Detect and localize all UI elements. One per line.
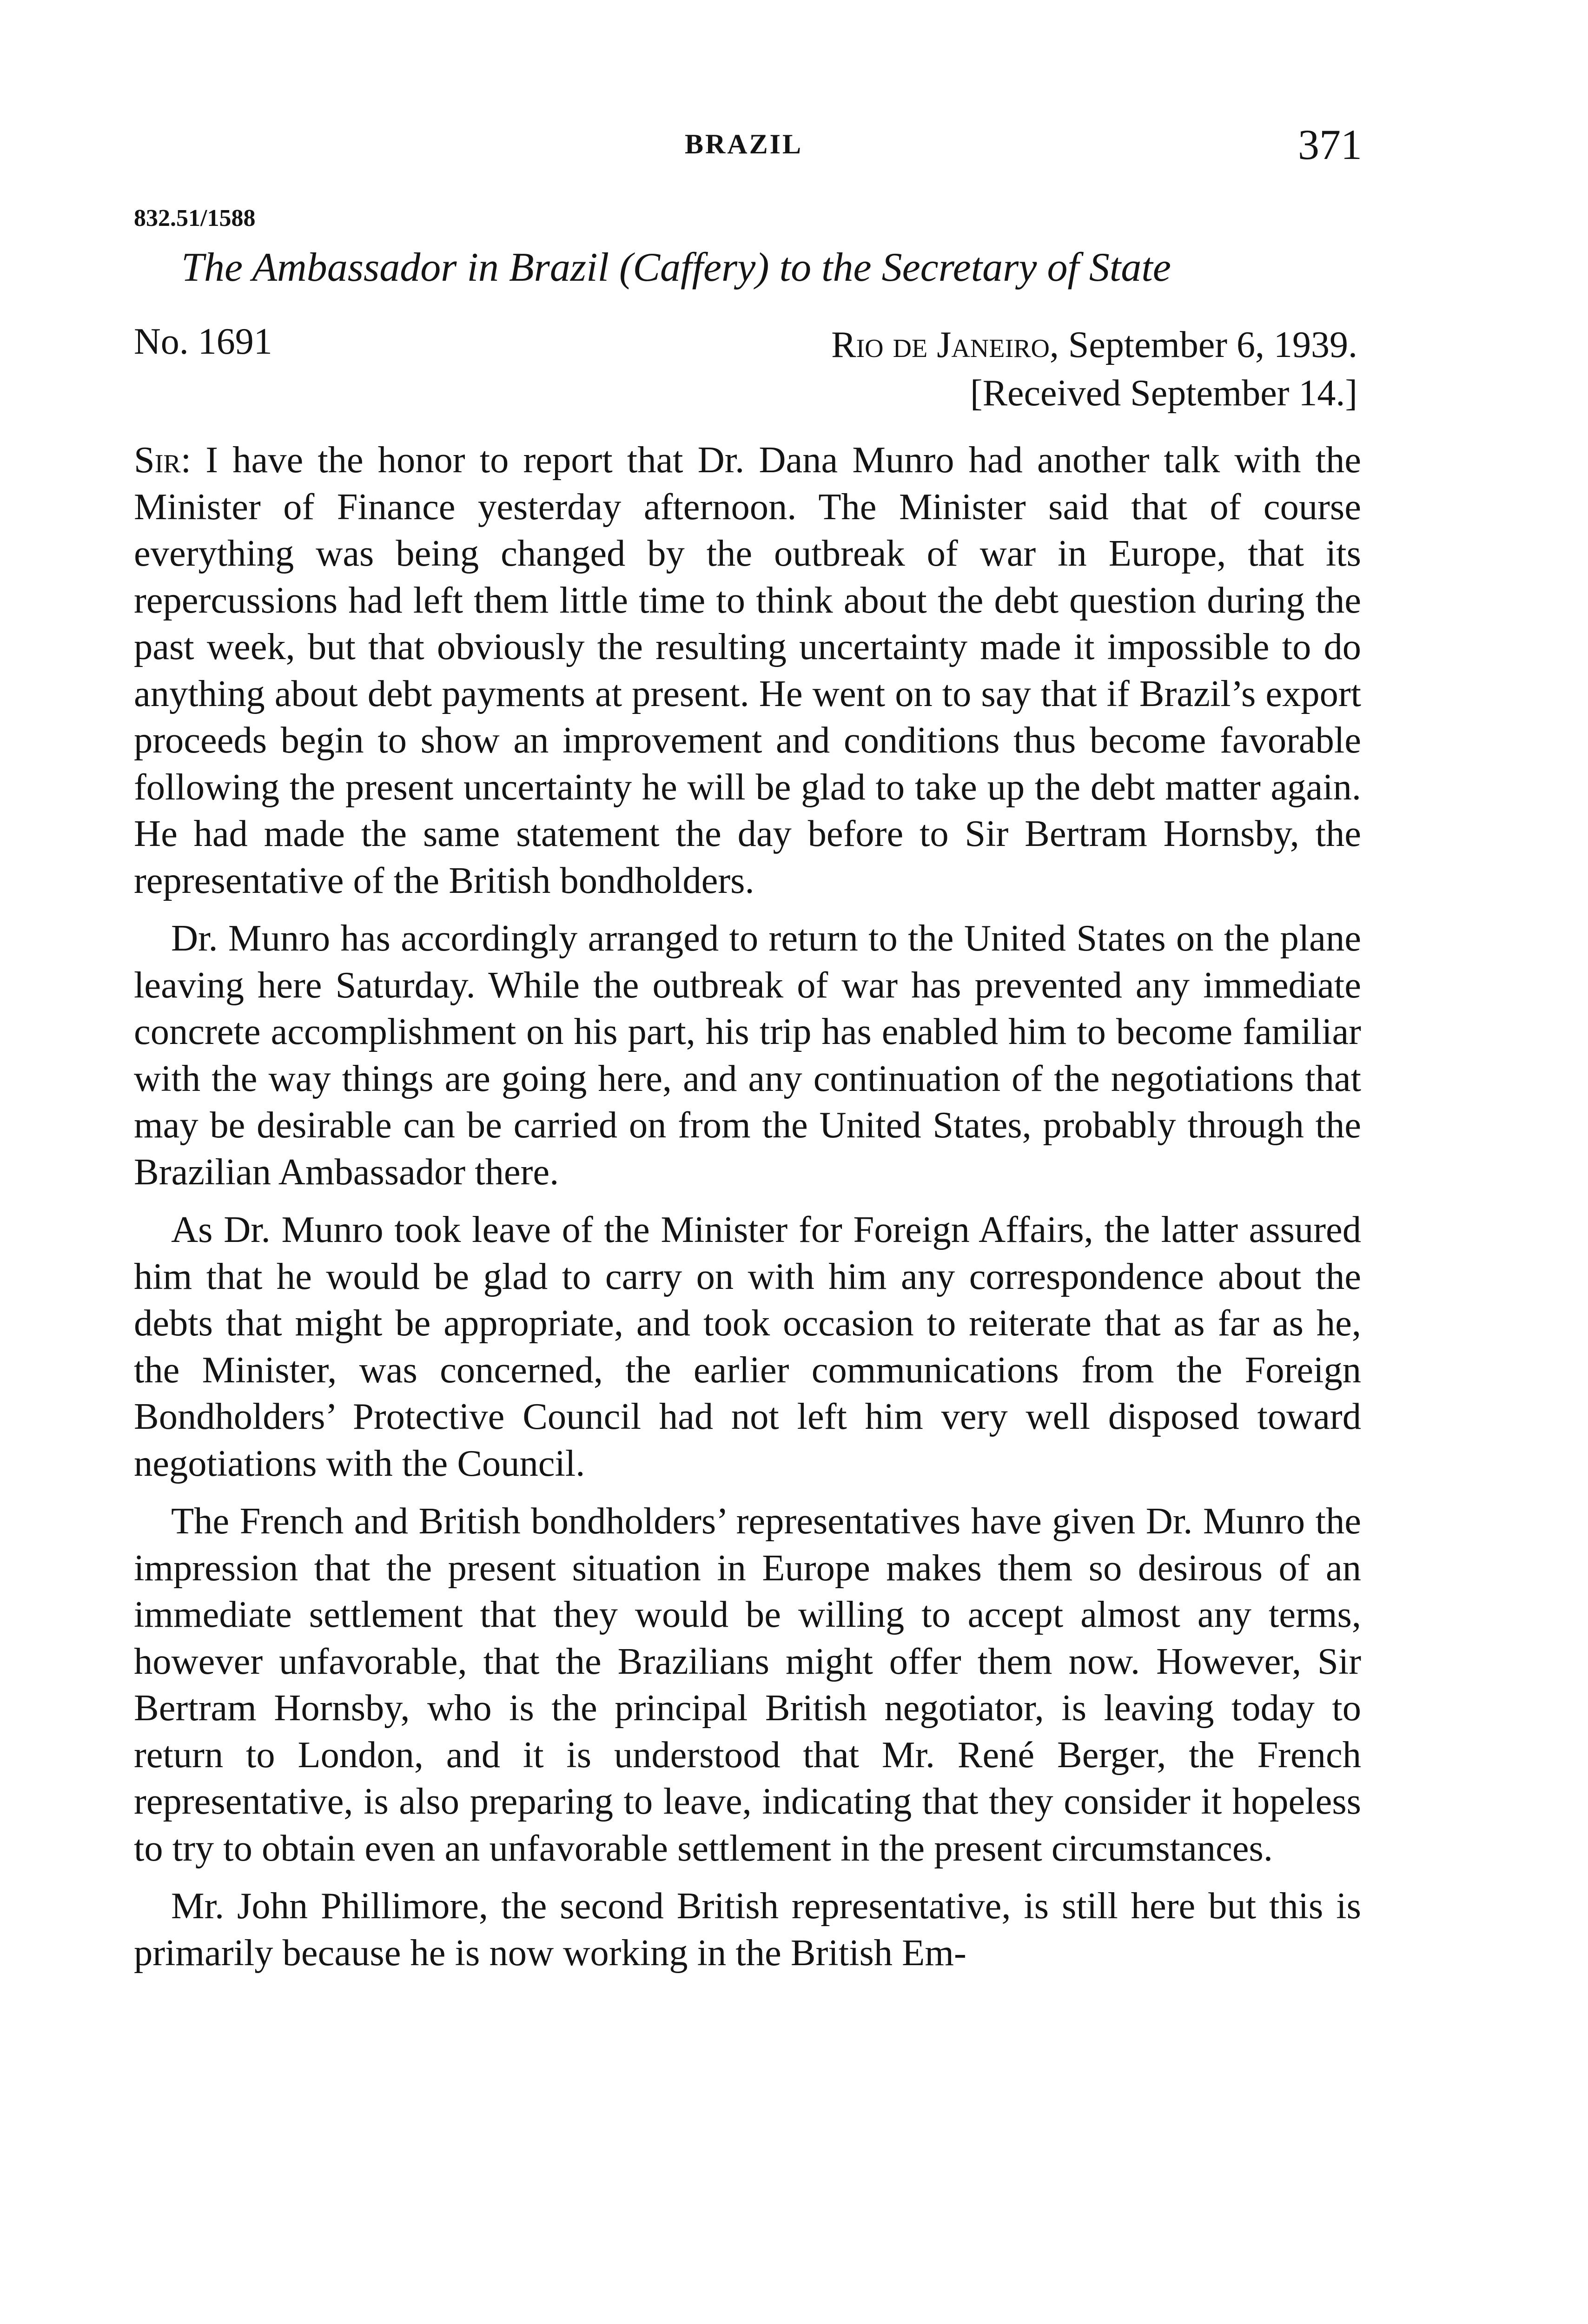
received-date: [Received September 14.]: [970, 373, 1357, 414]
paragraph: As Dr. Munro took leave of the Minister for Foreign Affairs, the latter assured him that he would be glad to carry on with him any correspondence about the debts that might be appropriate, and took occasion to reiterate that as far as he, the Minister, was concerned, the earlier communications from the Foreign Bondholders’ Protective Council had not left him very well disposed toward negotiations with the Council.: [134, 1209, 1361, 1484]
salutation: Sir: [134, 439, 181, 481]
page-number: 371: [1298, 121, 1362, 168]
file-number: 832.51/1588: [134, 205, 256, 231]
paragraph-text: I have the honor to report that Dr. Dana Munro had another talk with the Minister of Finance yesterday afternoon. The Minister said that of course everything was being changed by the outbreak of war in Europe, that its repercussions had left them little time to think about the debt question during the past week, but that obviously the resulting uncertainty made it impossible to do anything about debt payments at present. He went on to say that if Brazil’s export proceeds begin to show an improvement and conditions thus become favorable following the present uncertainty he will be glad to take up the debt matter again. He had made the same statement the day before to Sir Bertram Hornsby, the representative of the British bondholders.: [134, 439, 1361, 901]
salutation-punctuation: :: [180, 439, 206, 481]
running-head: [0, 120, 1588, 171]
paragraph: Dr. Munro has accordingly arranged to return to the United States on the plane leaving here Saturday. While the outbreak of war has prevented any immediate concrete accomplishment on his part, his trip has enabled him to become familiar with the way things are going here, and any continuation of the negotiations that may be desirable can be carried on from the United States, probably through the Brazilian Ambassador there.: [134, 918, 1361, 1193]
place-date: [697, 321, 1357, 369]
dateline: [697, 321, 1357, 417]
paragraph: The French and British bondholders’ representatives have given Dr. Munro the impression that the present situation in Europe makes them so desirous of an immediate settlement that they would be willing to accept almost any terms, however unfavorable, that the Brazilians might offer them now. However, Sir Bertram Hornsby, who is the principal British negotiator, is leaving today to return to London, and it is understood that Mr. René Berger, the French representative, is also preparing to leave, indicating that they consider it hopeless to try to obtain even an unfavorable settlement in the present circumstances.: [134, 1500, 1361, 1869]
date: , September 6, 1939.: [1049, 324, 1357, 365]
document-number: No. 1691: [134, 321, 272, 362]
running-title: BRAZIL: [684, 129, 803, 159]
letter-body: [134, 437, 1361, 1987]
paragraph: [134, 437, 1361, 904]
paragraph: Mr. John Phillimore, the second British representative, is still here but this is primarily because he is now working in the British Em-: [134, 1885, 1361, 1974]
place-name: Rio de Janeiro: [831, 324, 1050, 365]
document-title: The Ambassador in Brazil (Caffery) to the Secretary of State: [181, 245, 1171, 290]
